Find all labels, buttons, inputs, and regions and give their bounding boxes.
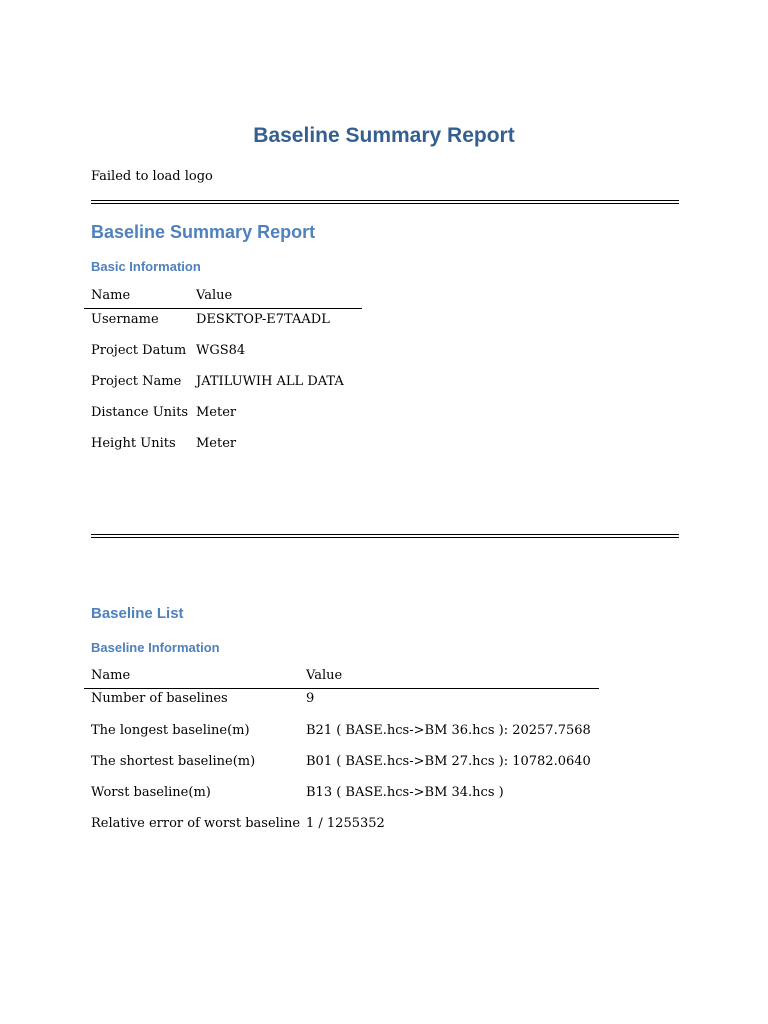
cell-value: 9 — [306, 691, 315, 706]
table-header-underline — [84, 688, 599, 689]
section-heading-summary: Baseline Summary Report — [91, 222, 316, 242]
subheading-baseline-information: Baseline Information — [91, 640, 220, 655]
section-heading-baseline-list: Baseline List — [91, 605, 184, 622]
divider-mid-1 — [91, 534, 679, 535]
cell-name: The longest baseline(m) — [91, 723, 250, 738]
cell-name: The shortest baseline(m) — [91, 754, 256, 769]
cell-name: Project Name — [91, 374, 182, 389]
cell-name: Project Datum — [91, 343, 187, 358]
cell-name: Height Units — [91, 436, 176, 451]
cell-value: WGS84 — [196, 343, 246, 358]
column-header-name: Name — [91, 668, 131, 683]
cell-value: 1 / 1255352 — [306, 816, 385, 831]
column-header-name: Name — [91, 288, 131, 303]
cell-value: Meter — [196, 405, 237, 420]
divider-top-2 — [91, 203, 679, 204]
divider-mid-2 — [91, 537, 679, 538]
cell-value: B13 ( BASE.hcs->BM 34.hcs ) — [306, 785, 504, 800]
cell-name: Username — [91, 312, 159, 327]
column-header-value: Value — [306, 668, 343, 683]
divider-top-1 — [91, 200, 679, 201]
subheading-basic-information: Basic Information — [91, 259, 201, 274]
column-header-value: Value — [196, 288, 233, 303]
cell-value: JATILUWIH ALL DATA — [196, 374, 344, 389]
logo-placeholder-text: Failed to load logo — [91, 169, 213, 184]
table-header-underline — [84, 308, 362, 309]
cell-name: Distance Units — [91, 405, 189, 420]
document-title: Baseline Summary Report — [253, 124, 515, 147]
cell-name: Worst baseline(m) — [91, 785, 211, 800]
cell-value: B01 ( BASE.hcs->BM 27.hcs ): 10782.0640 — [306, 754, 591, 769]
cell-name: Relative error of worst baseline — [91, 816, 301, 831]
cell-name: Number of baselines — [91, 691, 228, 706]
cell-value: DESKTOP-E7TAADL — [196, 312, 330, 327]
cell-value: B21 ( BASE.hcs->BM 36.hcs ): 20257.7568 — [306, 723, 591, 738]
cell-value: Meter — [196, 436, 237, 451]
